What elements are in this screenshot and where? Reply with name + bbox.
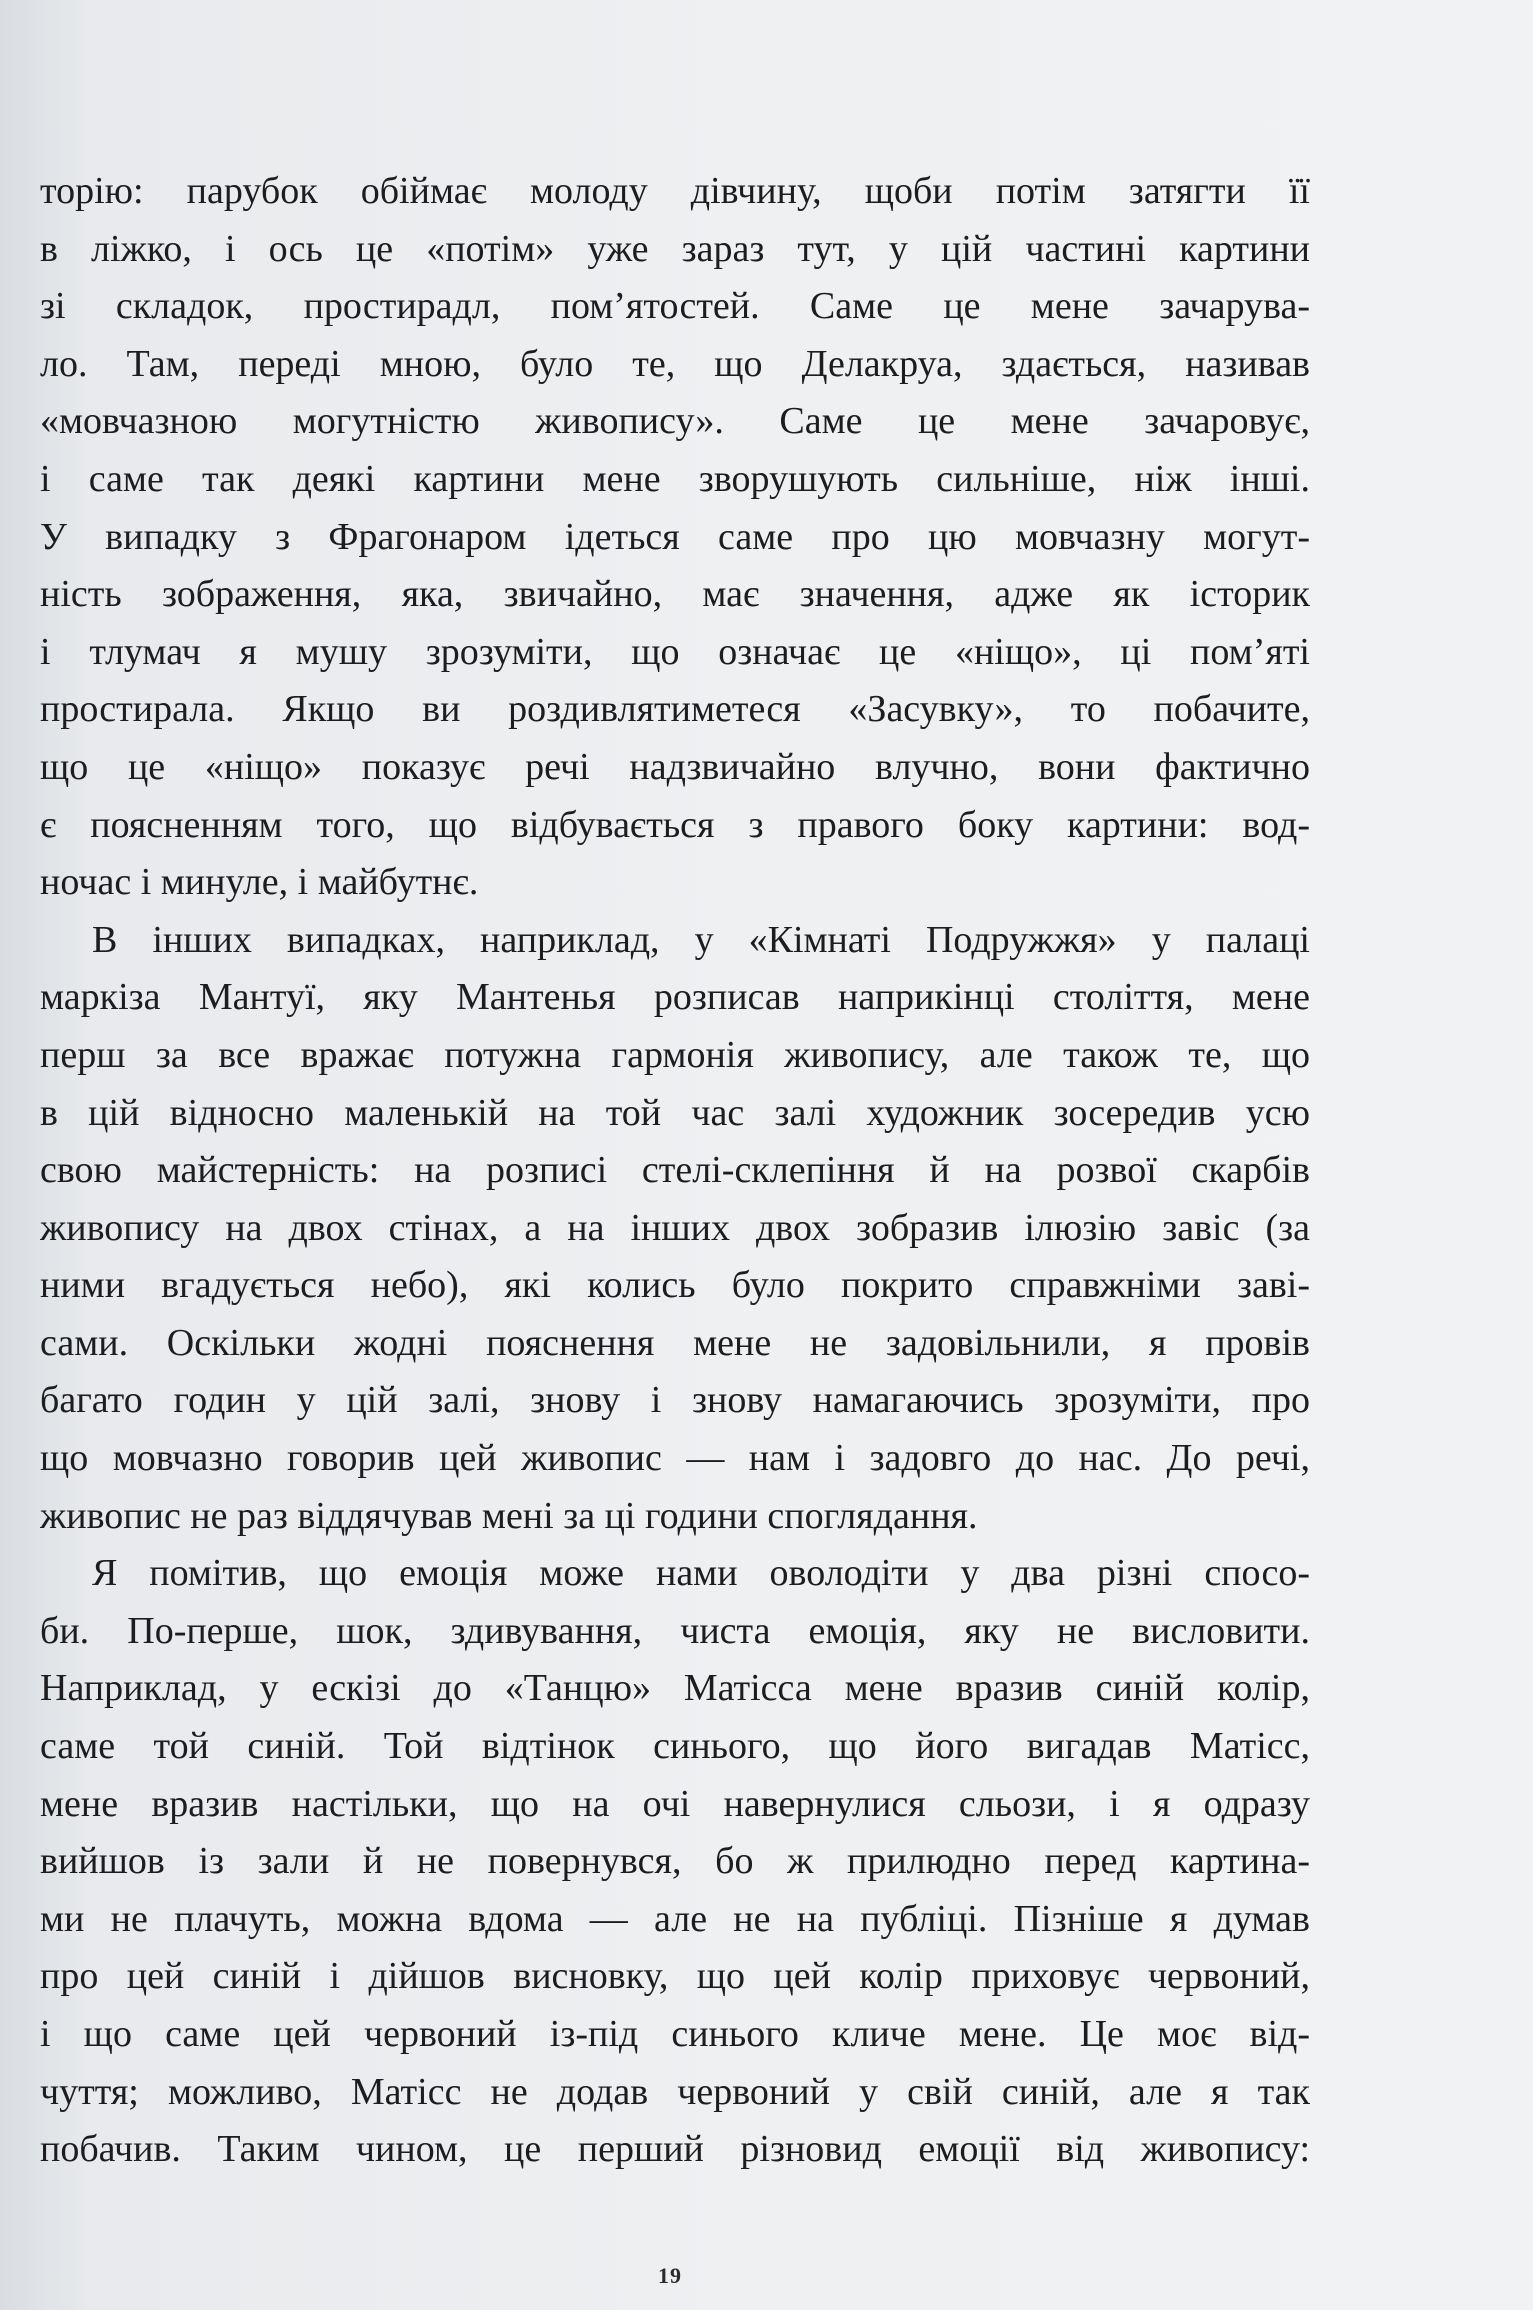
text-line: про цей синій і дійшов висновку, що цей колір приховує червоний, [40, 1955, 1310, 1998]
text-line: і що саме цей червоний із-під синього кличе мене. Це моє від- [40, 2013, 1310, 2055]
text-line: саме той синій. Той відтінок синього, що його вигадав Матісс, [40, 1725, 1310, 1768]
text-line: в ліжко, і ось це «потім» уже зараз тут, у цій частині картини [40, 227, 1310, 270]
text-line: зі складок, простирадл, пом’ятостей. Саме це мене зачарува- [40, 285, 1310, 328]
text-line: чуття; можливо, Матісс не додав червоний у свій синій, але я так [40, 2070, 1310, 2113]
text-line: мене вразив настільки, що на очі навернулися сльози, і я одразу [40, 1782, 1310, 1825]
text-line: У випадку з Фрагонаром ідеться саме про цю мовчазну могут- [40, 515, 1310, 558]
text-line: ність зображення, яка, звичайно, має значення, адже як історик [40, 573, 1310, 616]
text-line: ночас і минуле, і майбутнє. [40, 861, 479, 904]
text-line: Наприклад, у ескізі до «Танцю» Матісса мене вразив синій колір, [40, 1667, 1310, 1710]
text-line: перш за все вражає потужна гармонія живопису, але також те, що [40, 1033, 1310, 1076]
text-line: сами. Оскільки жодні пояснення мене не задовільнили, я провів [40, 1321, 1310, 1364]
text-line: ми не плачуть, можна вдома — але не на публіці. Пізніше я думав [40, 1897, 1310, 1940]
text-line: маркіза Мантуї, яку Мантенья розписав наприкінці століття, мене [40, 976, 1310, 1019]
text-line: простирала. Якщо ви роздивлятиметеся «Засувку», то побачите, [40, 688, 1310, 731]
text-line: є поясненням того, що відбувається з правого боку картини: вод- [40, 803, 1310, 846]
text-line: вийшов із зали й не повернувся, бо ж прилюдно перед картина- [40, 1840, 1310, 1883]
text-line: що це «ніщо» показує речі надзвичайно влучно, вони фактично [40, 745, 1310, 788]
body-text [40, 163, 1310, 2179]
text-line: ло. Там, переді мною, було те, що Делакруа, здається, називав [40, 342, 1310, 385]
text-line: В інших випадках, наприклад, у «Кімнаті Подружжя» у палаці [92, 918, 1310, 961]
text-line: Я помітив, що емоція може нами оволодіти у два різні спосо- [92, 1552, 1310, 1595]
text-line: живопис не раз віддячував мені за ці години споглядання. [40, 1494, 978, 1537]
text-line: в цій відносно маленькій на той час залі художник зосередив усю [40, 1091, 1310, 1134]
text-line: свою майстерність: на розписі стелі-склепіння й на розвої скарбів [40, 1149, 1310, 1192]
text-line: і тлумач я мушу зрозуміти, що означає це «ніщо», ці пом’яті [40, 630, 1310, 673]
page-number: 19 [658, 2263, 682, 2288]
text-line: що мовчазно говорив цей живопис — нам і задовго до нас. До речі, [40, 1437, 1310, 1480]
text-line: «мовчазною могутністю живопису». Саме це мене зачаровує, [40, 400, 1310, 443]
text-line: і саме так деякі картини мене зворушують сильніше, ніж інші. [40, 457, 1310, 500]
text-line: торію: парубок обіймає молоду дівчину, щоби потім затягти її [40, 170, 1310, 212]
text-line: живопису на двох стінах, а на інших двох зобразив ілюзію завіс (за [40, 1206, 1310, 1249]
text-line: багато годин у цій залі, знову і знову намагаючись зрозуміти, про [40, 1379, 1310, 1422]
text-line: би. По-перше, шок, здивування, чиста емоція, яку не висловити. [40, 1609, 1310, 1652]
text-line: побачив. Таким чином, це перший різновид емоції від живопису: [40, 2128, 1310, 2171]
text-line: ними вгадується небо), які колись було покрито справжніми заві- [40, 1264, 1310, 1307]
